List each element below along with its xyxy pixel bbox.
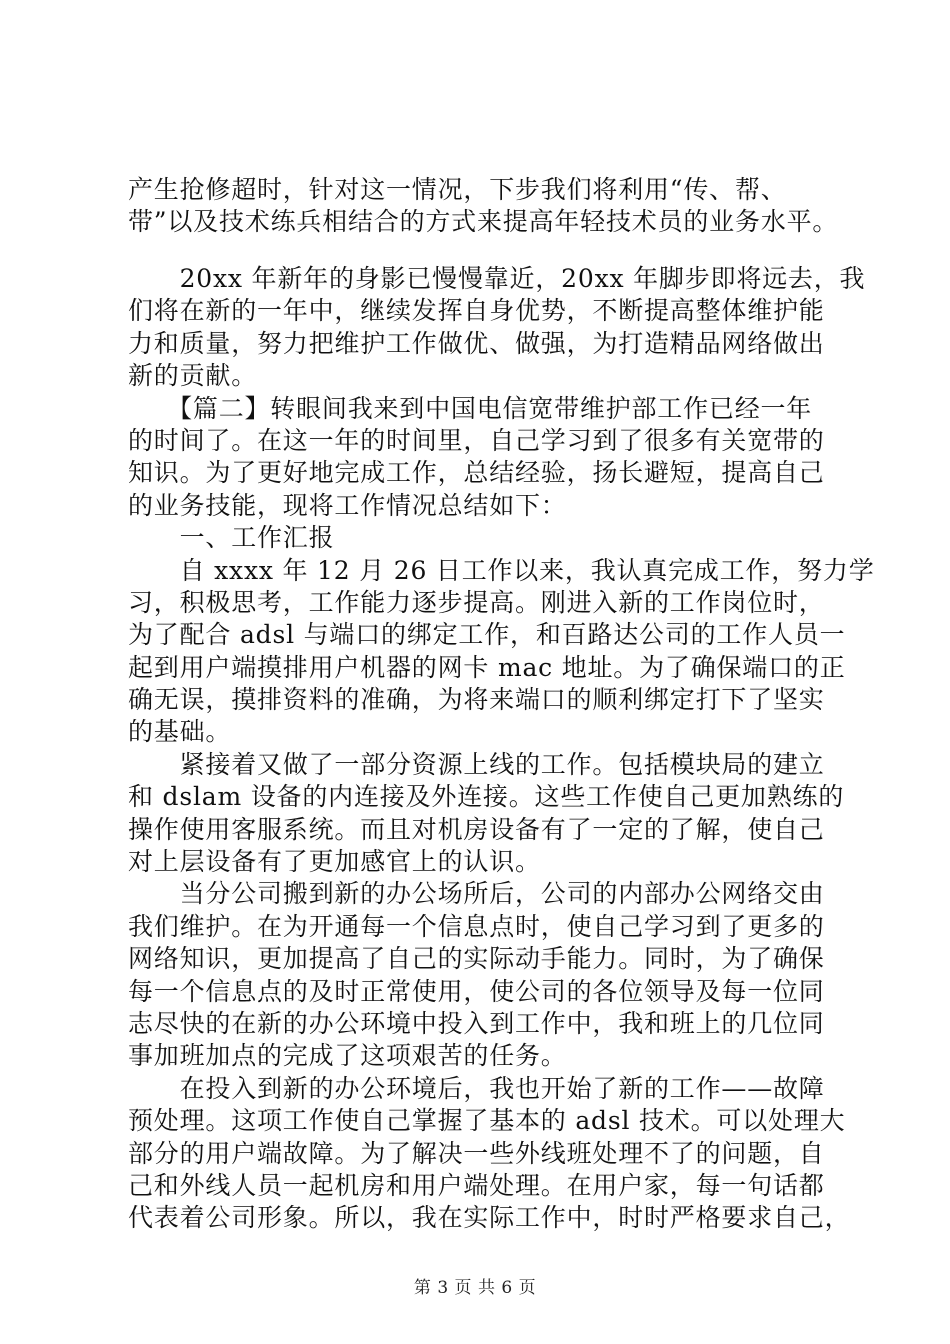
text-line: 自 xxxx 年 12 月 26 日工作以来，我认真完成工作，努力学 (128, 555, 875, 585)
text-line: 代表着公司形象。所以，我在实际工作中，时时严格要求自己， (128, 1203, 851, 1233)
text-line: 习，积极思考，工作能力逐步提高。刚进入新的工作岗位时， (128, 587, 825, 617)
text-line: 力和质量，努力把维护工作做优、做强，为打造精品网络做出 (128, 328, 825, 358)
text-line: 20xx 年新年的身影已慢慢靠近，20xx 年脚步即将远去，我 (128, 264, 866, 293)
text-line: 网络知识，更加提高了自己的实际动手能力。同时，为了确保 (128, 944, 825, 974)
text-line: 新的贡献。 (128, 361, 258, 391)
text-line: 我们维护。在为开通每一个信息点时，使自己学习到了更多的 (128, 911, 825, 941)
text-line: 对上层设备有了更加感官上的认识。 (128, 847, 541, 877)
text-line: 一、工作汇报 (128, 523, 335, 553)
text-line: 部分的用户端故障。为了解决一些外线班处理不了的问题，自 (128, 1138, 825, 1168)
paragraph-continued (128, 174, 839, 239)
text-line: 知识。为了更好地完成工作，总结经验，扬长避短，提高自己 (128, 458, 825, 488)
text-line: 每一个信息点的及时正常使用，使公司的各位领导及每一位同 (128, 976, 825, 1006)
text-line: 带”以及技术练兵相结合的方式来提高年轻技术员的业务水平。 (128, 207, 839, 237)
text-line: 事加班加点的完成了这项艰苦的任务。 (128, 1041, 567, 1071)
text-line: 和 dslam 设备的内连接及外连接。这些工作使自己更加熟练的 (128, 782, 845, 812)
text-line: 当分公司搬到新的办公场所后，公司的内部办公网络交由 (128, 879, 825, 909)
text-line: 操作使用客服系统。而且对机房设备有了一定的了解，使自己 (128, 814, 825, 844)
text-line: 的时间了。在这一年的时间里，自己学习到了很多有关宽带的 (128, 425, 825, 455)
text-line: 己和外线人员一起机房和用户端处理。在用户家，每一句话都 (128, 1170, 825, 1200)
text-line: 的基础。 (128, 717, 232, 747)
page-number-footer: 第 3 页 共 6 页 (413, 1278, 537, 1298)
text-line: 起到用户端摸排用户机器的网卡 mac 地址。为了确保端口的正 (128, 652, 846, 682)
text-line: 志尽快的在新的办公环境中投入到工作中，我和班上的几位同 (128, 1008, 825, 1038)
text-line: 紧接着又做了一部分资源上线的工作。包括模块局的建立 (128, 749, 825, 779)
text-line: 们将在新的一年中，继续发挥自身优势，不断提高整体维护能 (128, 296, 825, 326)
text-line: 的业务技能，现将工作情况总结如下： (128, 490, 567, 520)
text-line: 为了配合 adsl 与端口的绑定工作，和百路达公司的工作人员一 (128, 620, 846, 650)
text-line: 在投入到新的办公环境后，我也开始了新的工作——故障 (128, 1073, 825, 1103)
text-line: 预处理。这项工作使自己掌握了基本的 adsl 技术。可以处理大 (128, 1106, 846, 1136)
text-line: 确无误，摸排资料的准确，为将来端口的顺利绑定打下了坚实 (128, 685, 825, 715)
text-line: 【篇二】转眼间我来到中国电信宽带维护部工作已经一年 (128, 393, 813, 423)
body-text (128, 263, 875, 1235)
text-line: 产生抢修超时，针对这一情况，下步我们将利用“传、帮、 (128, 175, 787, 204)
